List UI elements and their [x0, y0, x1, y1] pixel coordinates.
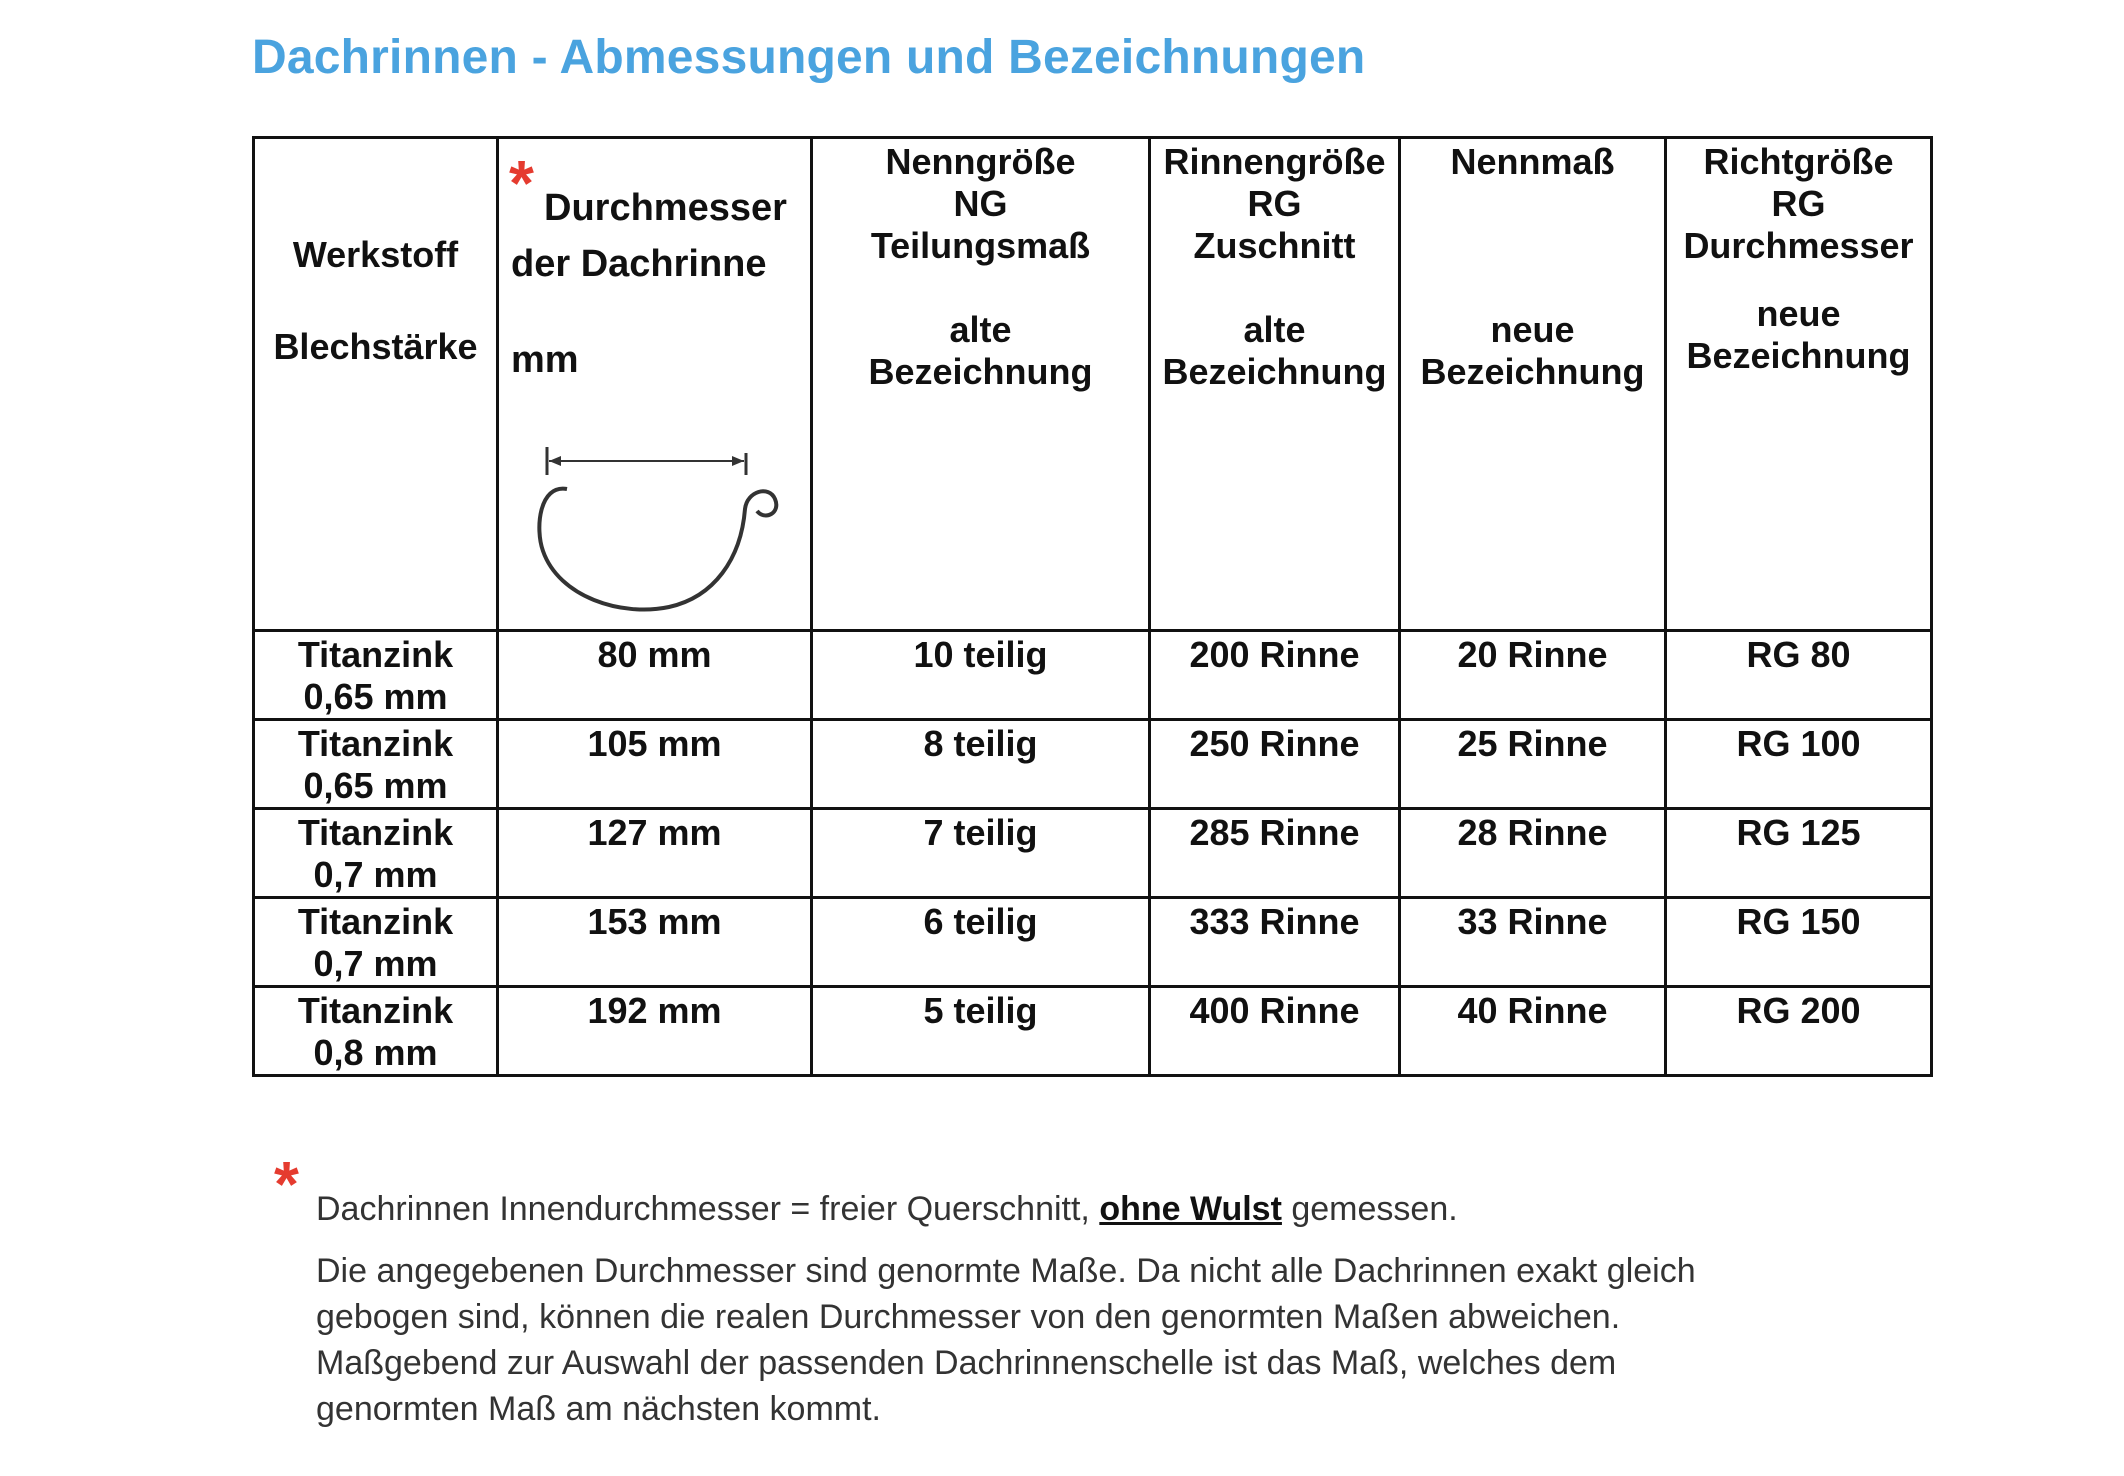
footnote-paragraph: [316, 1248, 1956, 1432]
cell-werkstoff: Titanzink 0,8 mm: [254, 987, 498, 1076]
cell-zuschnitt: 285 Rinne: [1150, 809, 1400, 898]
header-richtgroesse-line: RG: [1771, 183, 1826, 224]
table-row: [254, 720, 1932, 809]
table-row: [254, 631, 1932, 720]
cell-nenngroesse: 5 teilig: [812, 987, 1150, 1076]
footnote-emphasis: ohne Wulst: [1099, 1190, 1282, 1228]
cell-durchmesser: 105 mm: [498, 720, 812, 809]
asterisk-marker: *: [509, 147, 534, 219]
header-rinnengroesse-line: Bezeichnung: [1162, 351, 1387, 392]
cell-werkstoff: Titanzink 0,7 mm: [254, 809, 498, 898]
cell-durchmesser: 192 mm: [498, 987, 812, 1076]
cell-durchmesser: 153 mm: [498, 898, 812, 987]
header-richtgroesse: [1666, 138, 1932, 631]
header-blechstaerke-label: Blechstärke: [273, 326, 478, 367]
header-nenngroesse-line: Nenngröße: [885, 141, 1076, 182]
cell-nennmass: 28 Rinne: [1400, 809, 1666, 898]
cell-durchmesser: 127 mm: [498, 809, 812, 898]
gutter-dimensions-table: [252, 136, 1933, 1077]
header-werkstoff: [254, 138, 498, 631]
cell-nennmass: 33 Rinne: [1400, 898, 1666, 987]
header-nennmass-line: Nennmaß: [1450, 141, 1615, 182]
cell-werkstoff: Titanzink 0,7 mm: [254, 898, 498, 987]
cell-richtgroesse: RG 100: [1666, 720, 1932, 809]
header-richtgroesse-line: neue: [1756, 293, 1841, 334]
cell-durchmesser: 80 mm: [498, 631, 812, 720]
paragraph-line: gebogen sind, können die realen Durchmesser von den genormten Maßen abweichen.: [316, 1298, 1621, 1336]
footnote-text-end: gemessen.: [1281, 1190, 1458, 1228]
paragraph-line: Maßgebend zur Auswahl der passenden Dachrinnenschelle ist das Maß, welches dem: [316, 1344, 1617, 1382]
cell-richtgroesse: RG 150: [1666, 898, 1932, 987]
header-rinnengroesse-line: RG: [1247, 183, 1302, 224]
cell-richtgroesse: RG 125: [1666, 809, 1932, 898]
cell-zuschnitt: 250 Rinne: [1150, 720, 1400, 809]
footnote-text: Dachrinnen Innendurchmesser = freier Querschnitt,: [316, 1190, 1100, 1228]
header-nennmass-line: Bezeichnung: [1420, 351, 1645, 392]
header-nenngroesse-line: NG: [953, 183, 1008, 224]
cell-werkstoff: Titanzink 0,65 mm: [254, 720, 498, 809]
header-nenngroesse-line: alte: [949, 309, 1012, 350]
cell-richtgroesse: RG 200: [1666, 987, 1932, 1076]
table-row: [254, 898, 1932, 987]
cell-nenngroesse: 8 teilig: [812, 720, 1150, 809]
table-row: [254, 809, 1932, 898]
gutter-profile-icon: [529, 439, 799, 619]
header-werkstoff-label: Werkstoff: [292, 234, 459, 275]
cell-richtgroesse: RG 80: [1666, 631, 1932, 720]
cell-nennmass: 20 Rinne: [1400, 631, 1666, 720]
header-rinnengroesse-line: alte: [1243, 309, 1306, 350]
header-durchmesser-label-2: der Dachrinne: [511, 243, 767, 285]
cell-nenngroesse: 7 teilig: [812, 809, 1150, 898]
header-durchmesser-unit: mm: [511, 339, 579, 381]
header-nennmass-line: neue: [1490, 309, 1575, 350]
paragraph-line: genormten Maß am nächsten kommt.: [316, 1390, 882, 1428]
header-rinnengroesse: [1150, 138, 1400, 631]
cell-werkstoff: Titanzink 0,65 mm: [254, 631, 498, 720]
table-row: [254, 987, 1932, 1076]
cell-nenngroesse: 6 teilig: [812, 898, 1150, 987]
cell-nennmass: 40 Rinne: [1400, 987, 1666, 1076]
table-header-row: [254, 138, 1932, 631]
header-richtgroesse-line: Bezeichnung: [1686, 335, 1911, 376]
header-nenngroesse-line: Bezeichnung: [868, 351, 1093, 392]
paragraph-line: Die angegebenen Durchmesser sind genormte Maße. Da nicht alle Dachrinnen exakt gleich: [316, 1252, 1696, 1290]
header-nenngroesse: [812, 138, 1150, 631]
footnote-asterisk: *: [274, 1148, 299, 1220]
cell-zuschnitt: 400 Rinne: [1150, 987, 1400, 1076]
header-durchmesser: [498, 138, 812, 631]
header-durchmesser-label: Durchmesser: [544, 187, 787, 229]
header-rinnengroesse-line: Zuschnitt: [1193, 225, 1356, 266]
cell-zuschnitt: 200 Rinne: [1150, 631, 1400, 720]
header-rinnengroesse-line: Rinnengröße: [1163, 141, 1386, 182]
header-nennmass: [1400, 138, 1666, 631]
header-richtgroesse-line: Durchmesser: [1683, 225, 1914, 266]
header-nenngroesse-line: Teilungsmaß: [870, 225, 1091, 266]
cell-nennmass: 25 Rinne: [1400, 720, 1666, 809]
footnote-line: [316, 1190, 1458, 1229]
cell-nenngroesse: 10 teilig: [812, 631, 1150, 720]
header-richtgroesse-line: Richtgröße: [1703, 141, 1894, 182]
cell-zuschnitt: 333 Rinne: [1150, 898, 1400, 987]
page-title: Dachrinnen - Abmessungen und Bezeichnungen: [252, 31, 1366, 84]
